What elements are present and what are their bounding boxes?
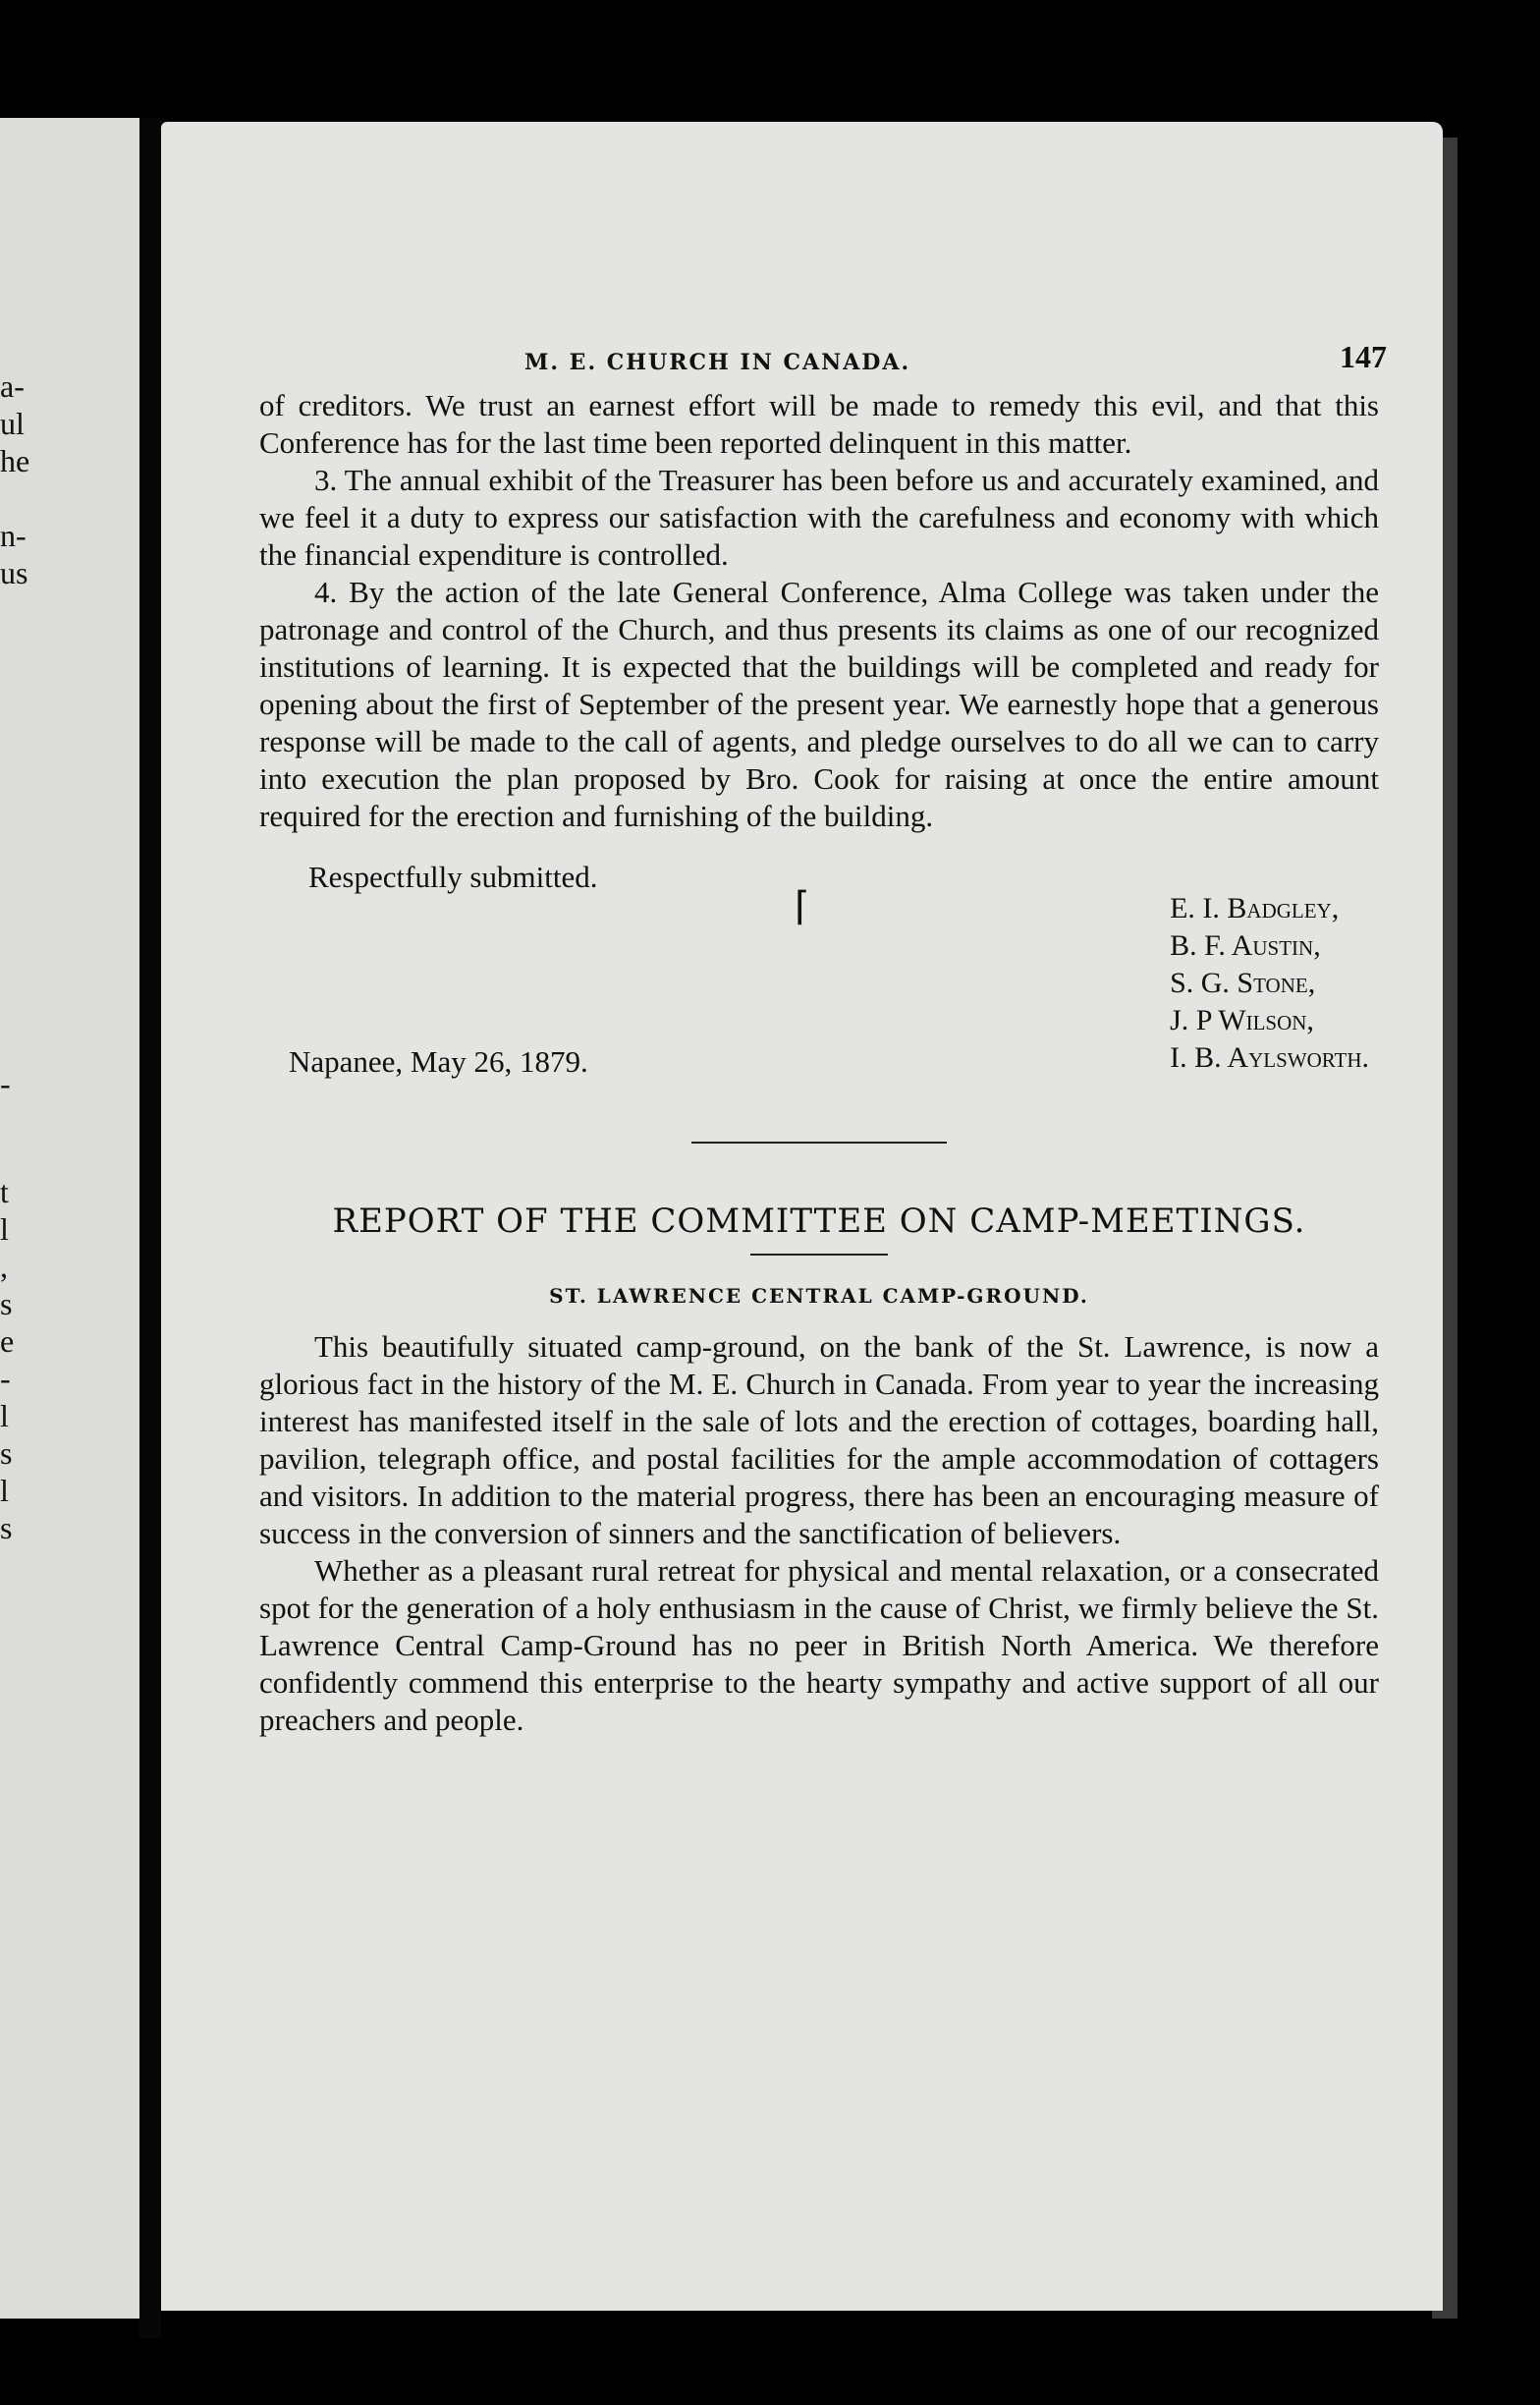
signatory: E. I. Badgley,: [1170, 892, 1340, 924]
signatory: S. G. Stone,: [1170, 967, 1316, 999]
subsection-title: ST. LAWRENCE CENTRAL CAMP-GROUND.: [549, 1284, 1089, 1308]
signatories-list: [1170, 890, 1369, 1077]
place-date: Napanee, May 26, 1879.: [289, 1044, 588, 1079]
signatory: B. F. Austin,: [1170, 929, 1321, 962]
left-page-fragment: t: [0, 1174, 9, 1209]
closing-line: Respectfully submitted.: [308, 860, 598, 894]
left-page-fragment: e: [0, 1323, 15, 1359]
signature-block: [259, 884, 1379, 1083]
book-spine-shadow: [139, 118, 161, 2338]
page-number: 147: [1340, 339, 1387, 374]
left-page-fragment: ul: [0, 406, 25, 441]
camp-paragraph: Whether as a pleasant rural retreat for physical and mental relaxation, or a consecrated spot for the generation of a holy enthusiasm in the cause of Christ, we firmly believe the St. Lawrence Central Camp-Ground has no peer in British North America. We therefore confidently commend this enterprise to the hearty sympathy and active support of all our preachers and people.: [259, 1553, 1379, 1737]
left-page-fragment: ,: [0, 1249, 8, 1284]
running-head: M. E. CHURCH IN CANADA.: [524, 350, 911, 375]
signatory: J. P Wilson,: [1170, 1004, 1314, 1036]
signatory: I. B. Aylsworth.: [1170, 1041, 1369, 1074]
report-paragraph: 4. By the action of the late General Conference, Alma College was taken under the patronage and control of the Church, and thus presents its claims as one of our recognized institutions of learning. It is expected that the buildings will be completed and ready for opening about the first of September of the present year. We earnestly hope that a generous response will be made to the call of agents, and pledge ourselves to do all we can to carry into execution the plan proposed by Bro. Cook for raising at once the entire amount required for the erection and furnishing of the building.: [259, 575, 1379, 833]
book-page: [161, 122, 1443, 2311]
left-page-fragment: l: [0, 1211, 9, 1247]
adjacent-page-edge: [0, 118, 139, 2319]
left-page-fragment: s: [0, 1510, 13, 1545]
left-page-fragment: -: [0, 1066, 11, 1101]
left-page-fragment: s: [0, 1286, 13, 1321]
left-page-fragment: he: [0, 443, 30, 478]
left-page-fragment: us: [0, 555, 28, 590]
left-page-fragment: -: [0, 1361, 11, 1396]
report-paragraph: of creditors. We trust an earnest effort will be made to remedy this evil, and that this Conference has for the last time been reported delinquent in this matter.: [259, 388, 1379, 460]
left-page-fragment: s: [0, 1435, 13, 1471]
title-rule: [750, 1254, 888, 1256]
report-paragraph: 3. The annual exhibit of the Treasurer has been before us and accurately examined, and we feel it a duty to express our satisfaction with the carefulness and economy with which the financial expenditure is controlled.: [259, 463, 1379, 572]
section-divider: [691, 1142, 947, 1144]
left-page-fragment: n-: [0, 518, 27, 553]
section-title: REPORT OF THE COMMITTEE ON CAMP-MEETINGS.: [332, 1202, 1306, 1241]
handwritten-bracket-mark: ⌈: [795, 884, 810, 928]
page-content: [259, 338, 1387, 1739]
camp-paragraph: This beautifully situated camp-ground, on the bank of the St. Lawrence, is now a glorious fact in the history of the M. E. Church in Canada. From year to year the increasing interest has manifested itself in the sale of lots and the erection of cottages, boarding hall, pavilion, telegraph office, and postal facilities for the ample accommodation of cottagers and visitors. In addition to the material progress, there has been an encouraging measure of success in the conversion of sinners and the sanctification of believers.: [259, 1329, 1379, 1550]
page-header: [259, 338, 1387, 387]
left-page-fragment: a-: [0, 368, 25, 404]
left-page-fragment: l: [0, 1473, 9, 1508]
left-page-fragment: l: [0, 1398, 9, 1433]
